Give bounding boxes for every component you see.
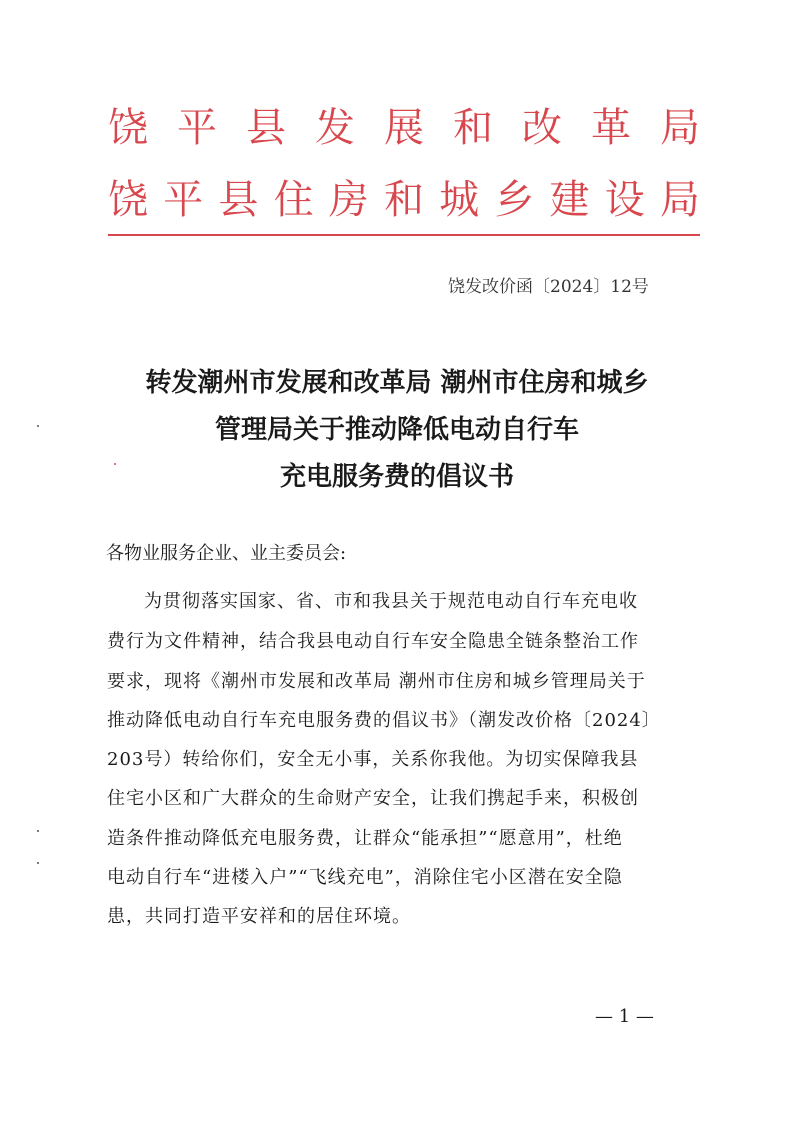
body-line: 费行为文件精神，结合我县电动自行车安全隐患全链条整治工作 [107,631,639,652]
org-name-char: 局 [659,177,700,223]
issuing-org-1 [108,105,700,151]
issuing-org-2 [108,177,700,223]
document-number: 饶发改价函〔2024〕12号 [448,277,649,297]
org-name-char: 和 [383,177,424,223]
title-line-1: 转发潮州市发展和改革局 潮州市住房和城乡 [145,368,649,398]
scan-speck [114,463,116,465]
org-name-char: 县 [218,177,259,223]
org-name-char: 设 [604,177,645,223]
org-name-char: 建 [549,177,590,223]
org-name-char: 乡 [494,177,535,223]
org-name-char: 发 [315,105,355,151]
body-line: 要求，现将《潮州市发展和改革局 潮州市住房和城乡管理局关于 [107,671,646,692]
body-line: 电动自行车“进楼入户”“飞线充电”，消除住宅小区潜在安全隐 [107,867,623,888]
scan-speck [37,862,39,864]
org-name-char: 局 [660,105,700,151]
title-line-2: 管理局关于推动降低电动自行车 [214,415,579,445]
body-line: 患，共同打造平安祥和的居住环境。 [107,906,411,927]
org-name-char: 房 [328,177,369,223]
page-number: — 1 — [595,1006,654,1027]
red-divider [108,234,700,236]
org-name-char: 饶 [108,105,148,151]
scan-speck [37,425,39,427]
org-name-char: 饶 [108,177,148,223]
salutation: 各物业服务企业、业主委员会: [106,543,347,564]
org-name-char: 改 [522,105,562,151]
scan-speck [37,830,39,832]
body-line: 203号）转给你们，安全无小事，关系你我他。为切实保障我县 [107,749,639,770]
org-name-char: 展 [384,105,424,151]
org-name-char: 和 [453,105,493,151]
body-line: 造条件推动降低充电服务费，让群众“能承担”“愿意用”，杜绝 [107,828,623,849]
org-name-char: 平 [163,177,204,223]
org-name-char: 住 [273,177,314,223]
org-name-char: 平 [177,105,217,151]
body-line: 推动降低电动自行车充电服务费的倡议书》（潮发改价格〔2024〕 [107,710,661,731]
title-line-3: 充电服务费的倡议书 [279,462,514,492]
org-name-char: 城 [439,177,480,223]
org-name-char: 革 [591,105,631,151]
body-line: 为贯彻落实国家、省、市和我县关于规范电动自行车充电收 [144,591,638,612]
body-line: 住宅小区和广大群众的生命财产安全，让我们携起手来，积极创 [107,788,639,809]
org-name-char: 县 [246,105,286,151]
